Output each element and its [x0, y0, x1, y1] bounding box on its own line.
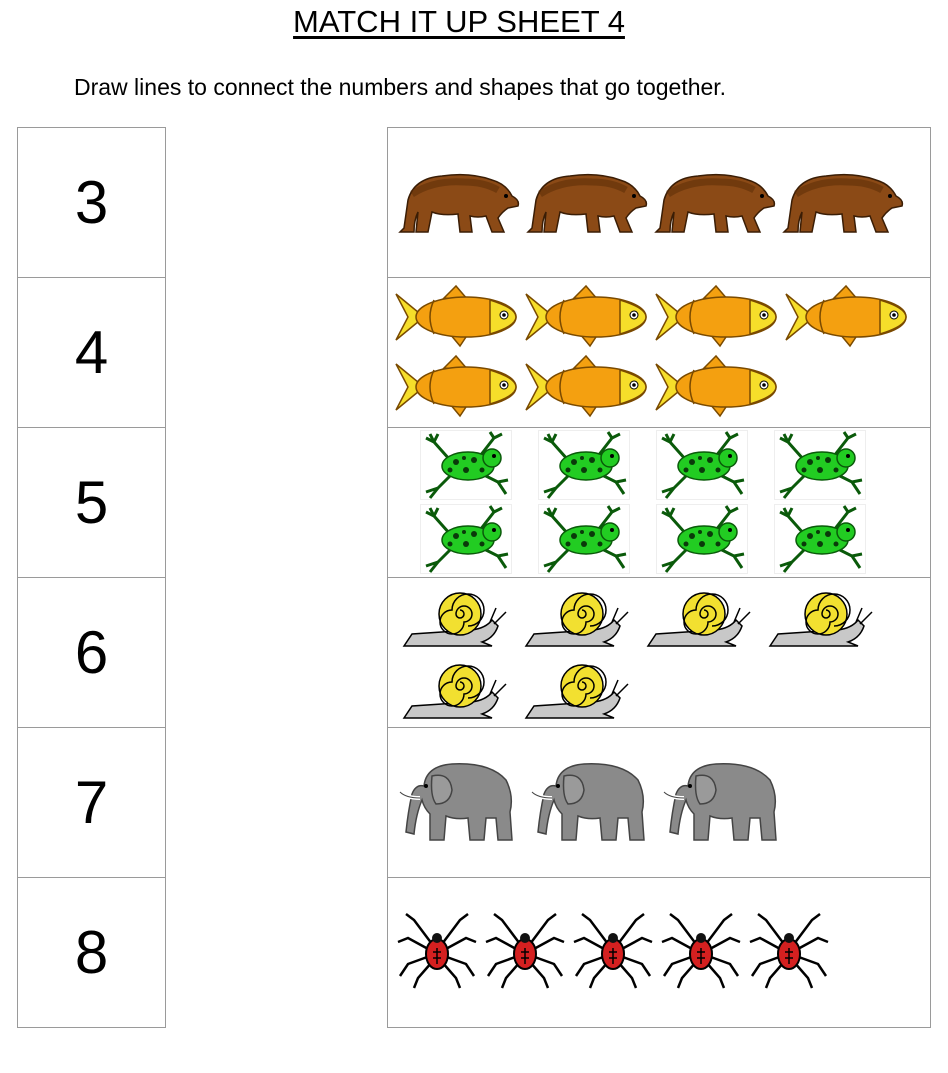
spider-icon: [572, 910, 654, 995]
fish-icon: [524, 284, 652, 355]
snail-icon: [524, 590, 632, 655]
frog-icon: [774, 504, 866, 578]
pictures-column: [387, 127, 931, 1028]
frog-icon: [538, 504, 630, 578]
bear-icon: [778, 166, 906, 243]
frog-icon: [656, 504, 748, 578]
snail-icon: [524, 662, 632, 727]
frog-group-cell[interactable]: [388, 428, 930, 578]
bear-icon: [522, 166, 650, 243]
spider-group-cell[interactable]: [388, 878, 930, 1027]
page-title: MATCH IT UP SHEET 4: [293, 4, 625, 39]
snail-group-cell[interactable]: [388, 578, 930, 728]
number-cell[interactable]: 8: [74, 919, 109, 986]
number-cell[interactable]: 5: [18, 428, 165, 578]
frog-icon: [420, 504, 512, 578]
bear-icon: [650, 166, 778, 243]
fish-icon: [394, 354, 522, 425]
instructions-text: Draw lines to connect the numbers and shapes that go together.: [74, 74, 727, 100]
elephant-icon: [658, 756, 782, 853]
fish-icon: [784, 284, 912, 355]
number-cell[interactable]: 4: [18, 278, 165, 428]
elephant-icon: [526, 756, 650, 853]
bear-icon: [394, 166, 522, 243]
spider-icon: [396, 910, 478, 995]
frog-icon: [656, 430, 748, 505]
fish-icon: [524, 354, 652, 425]
bear-group-cell[interactable]: [388, 128, 930, 278]
fish-icon: [654, 284, 782, 355]
elephant-icon: [394, 756, 518, 853]
number-cell[interactable]: 6: [18, 578, 165, 728]
number-cell[interactable]: 3: [18, 128, 165, 278]
frog-icon: [538, 430, 630, 505]
elephant-group-cell[interactable]: [388, 728, 930, 878]
fish-group-cell[interactable]: [388, 278, 930, 428]
spider-icon: [748, 910, 830, 995]
frog-icon: [774, 430, 866, 505]
fish-icon: [394, 284, 522, 355]
snail-icon: [646, 590, 754, 655]
snail-icon: [402, 590, 510, 655]
frog-icon: [420, 430, 512, 505]
spider-icon: [484, 910, 566, 995]
spider-icon: [660, 910, 742, 995]
snail-icon: [768, 590, 876, 655]
fish-icon: [654, 354, 782, 425]
numbers-column: [17, 127, 166, 1028]
number-cell[interactable]: 7: [18, 728, 165, 878]
snail-icon: [402, 662, 510, 727]
